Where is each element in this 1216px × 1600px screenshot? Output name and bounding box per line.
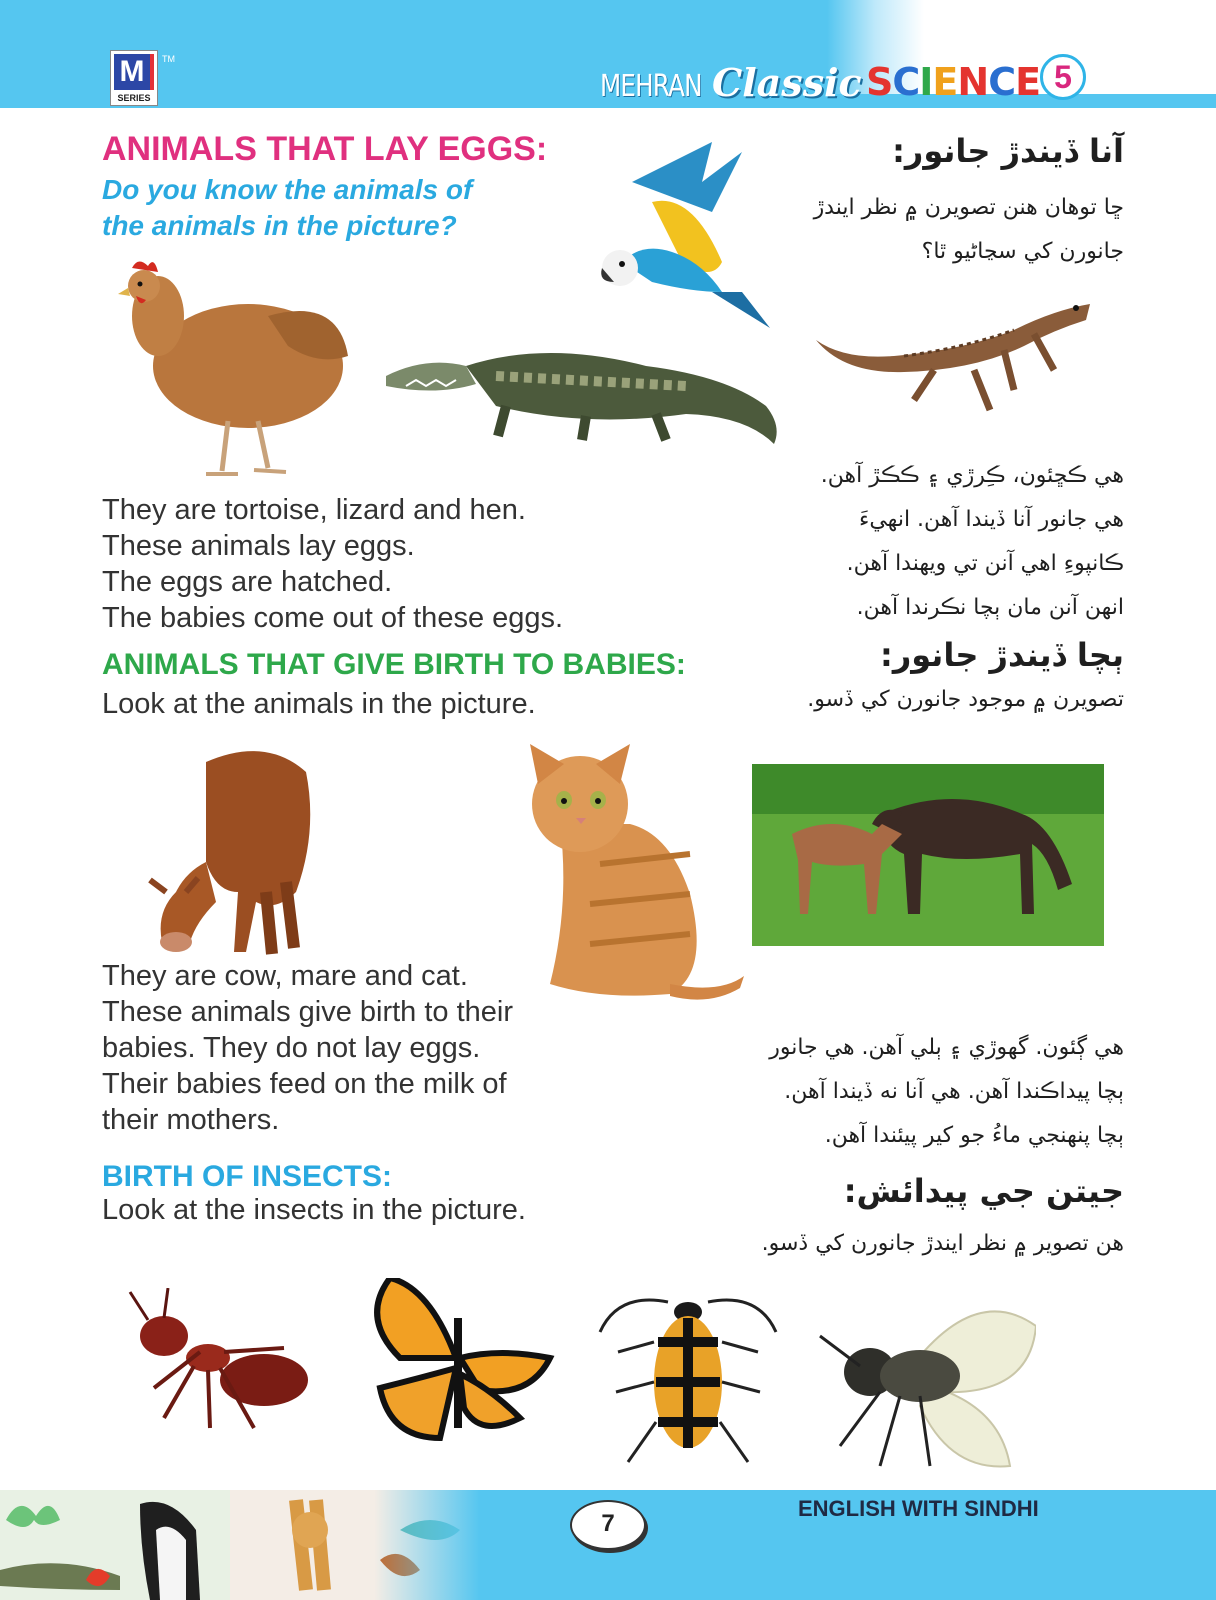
text-line: The eggs are hatched.: [102, 566, 393, 598]
subject-letter: C: [892, 60, 920, 104]
subject-letter: E: [1015, 60, 1041, 104]
logo-series: SERIES: [117, 93, 151, 103]
horses-image: [752, 764, 1104, 946]
text-line: These animals give birth to their: [102, 996, 514, 1028]
sindhi-line: هي ڳئون. گهوڙي ۽ ٻلي آهن. هي جانور: [769, 1035, 1124, 1060]
edition-label: ENGLISH WITH SINDHI: [798, 1496, 1039, 1521]
text-line: Their babies feed on the milk of: [102, 1068, 507, 1100]
logo-letter: M: [114, 54, 154, 90]
sindhi-line: ٻچا پنهنجي ماءُ جو کير پيئندا آهن.: [824, 1123, 1124, 1148]
fly-image: [810, 1296, 1036, 1472]
subject-letter: N: [957, 60, 989, 104]
sindhi-heading-give-birth: ٻچا ڏيندڙ جانور:: [880, 636, 1124, 674]
brand-word-mehran: MEHRAN: [600, 69, 702, 104]
cat-image: [520, 744, 746, 1004]
sindhi-line: ڇا توهان هنن تصويرن ۾ نظر ايندڙ: [813, 195, 1124, 220]
sindhi-heading-lay-eggs: آنا ڏيندڙ جانور:: [892, 132, 1124, 170]
sindhi-insects-instruction: هن تصوير ۾ نظر ايندڙ جانورن کي ڏسو.: [761, 1231, 1124, 1256]
sindhi-line: انهن آنن مان ٻچا نڪرندا آهن.: [856, 595, 1124, 620]
text-line: They are cow, mare and cat.: [102, 960, 468, 992]
sindhi-line: هي جانور آنا ڏيندا آهن. انهيءَ: [859, 507, 1124, 532]
give-birth-text: [102, 958, 513, 1138]
lizard-image: [814, 290, 1092, 420]
trademark: TM: [162, 54, 175, 64]
butterfly-image: [360, 1278, 556, 1444]
sindhi-line: هي ڪڇئون، ڪِرڙي ۽ ڪڪڙ آهن.: [820, 463, 1124, 488]
subject-letter: E: [932, 60, 958, 104]
sindhi-give-birth-instruction: تصويرن ۾ موجود جانورن کي ڏسو.: [807, 687, 1124, 712]
insects-instruction: Look at the insects in the picture.: [102, 1194, 526, 1226]
page-number: 7: [570, 1500, 646, 1550]
heading-give-birth: ANIMALS THAT GIVE BIRTH TO BABIES:: [102, 648, 686, 681]
brand-word-classic: Classic: [712, 60, 862, 105]
subject-letter: I: [919, 60, 933, 104]
text-line: their mothers.: [102, 1104, 280, 1136]
text-line: These animals lay eggs.: [102, 530, 415, 562]
question-line: Do you know the animals of: [102, 174, 473, 205]
ant-image: [124, 1288, 320, 1438]
sindhi-line: جانورن کي سڃاڻيو ٿا؟: [921, 239, 1124, 264]
sindhi-give-birth-text: [769, 1026, 1124, 1158]
sindhi-line: ٻچا پيداڪندا آهن. هي آنا نه ڏيندا آهن.: [784, 1079, 1124, 1104]
question-line: the animals in the picture?: [102, 210, 457, 241]
heading-insects: BIRTH OF INSECTS:: [102, 1160, 392, 1193]
brand-title: [600, 60, 862, 106]
sindhi-question: [814, 186, 1124, 274]
crocodile-image: [386, 336, 790, 448]
beetle-image: [598, 1282, 778, 1466]
cow-image: [146, 742, 318, 960]
sindhi-heading-insects: جيتن جي پيدائش:: [843, 1172, 1124, 1210]
give-birth-instruction: Look at the animals in the picture.: [102, 688, 536, 720]
parrot-image: [592, 142, 772, 332]
text-line: The babies come out of these eggs.: [102, 602, 564, 634]
text-line: They are tortoise, lizard and hen.: [102, 494, 526, 526]
text-line: babies. They do not lay eggs.: [102, 1032, 481, 1064]
question-lay-eggs: [102, 172, 472, 244]
sindhi-lay-eggs-text: [821, 454, 1124, 630]
hen-image: [118, 256, 354, 488]
grade-badge: 5: [1040, 54, 1086, 100]
heading-lay-eggs: ANIMALS THAT LAY EGGS:: [102, 130, 548, 168]
subject-title: [866, 60, 1040, 104]
sindhi-line: ڪانپوءِ اهي آنن تي ويهندا آهن.: [846, 551, 1124, 576]
series-logo: [110, 50, 158, 106]
footer-animal-collage: [0, 1490, 480, 1600]
subject-letter: S: [866, 60, 893, 104]
lay-eggs-text: [102, 492, 563, 636]
subject-letter: C: [988, 60, 1016, 104]
